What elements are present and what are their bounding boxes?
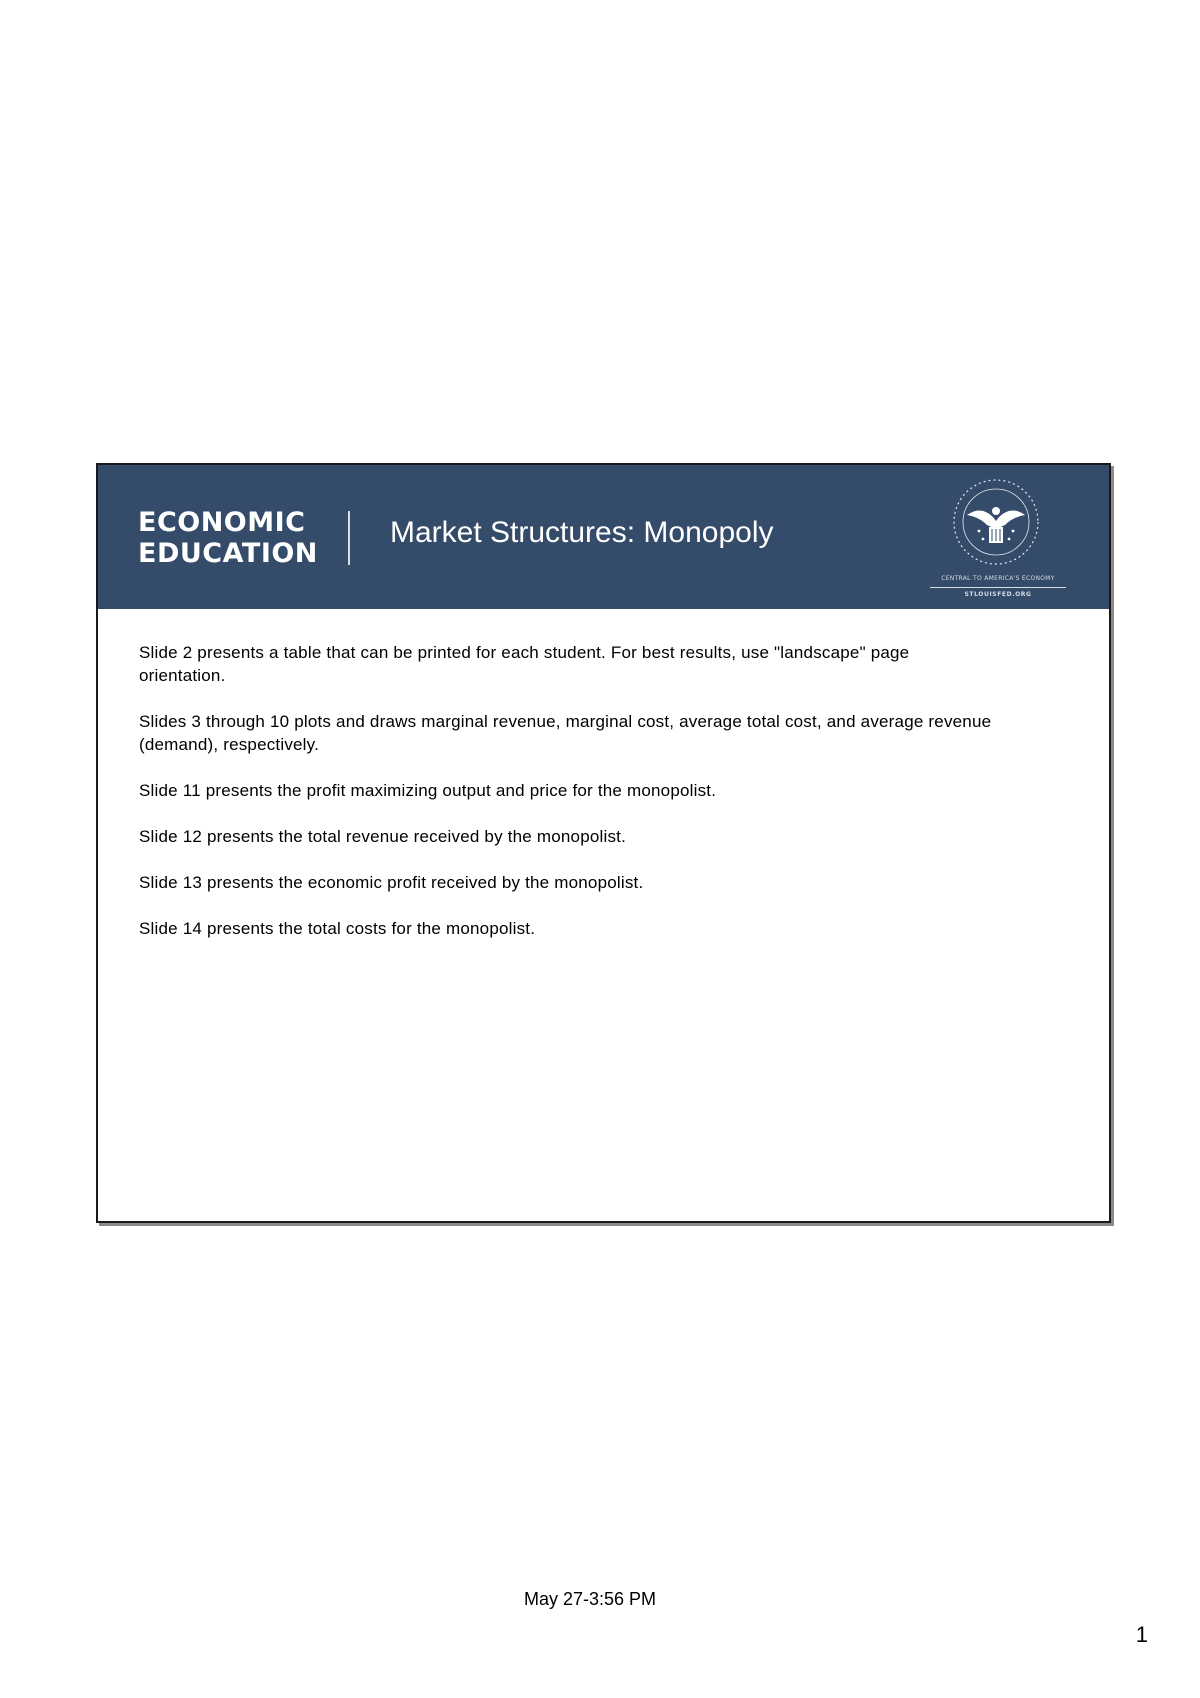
brand-line-1: ECONOMIC (138, 507, 306, 538)
note-slide-11: Slide 11 presents the profit maximizing output and price for the monopolist. (139, 781, 717, 800)
note-slide-14: Slide 14 presents the total costs for the monopolist. (139, 919, 536, 938)
federal-reserve-seal-icon (951, 477, 1041, 567)
slide-title: Market Structures: Monopoly (390, 516, 774, 549)
seal-tagline: CENTRAL TO AMERICA'S ECONOMY (941, 575, 1055, 582)
note-slide-13: Slide 13 presents the economic profit received by the monopolist. (139, 873, 644, 892)
slide-frame (96, 463, 1111, 1223)
note-slide-12: Slide 12 presents the total revenue received by the monopolist. (139, 827, 626, 846)
note-slide-2: Slide 2 presents a table that can be printed for each student. For best results, use "landscape" page orientation. (139, 643, 910, 685)
seal-url: STLOUISFED.ORG (964, 591, 1032, 598)
slide-notes (139, 641, 999, 963)
banner-divider (348, 511, 350, 565)
slide-banner (98, 465, 1109, 609)
seal-rule (930, 587, 1066, 588)
brand-line-2: EDUCATION (138, 538, 318, 569)
footer-timestamp: May 27-3:56 PM (523, 1589, 657, 1609)
page-number: 1 (1135, 1622, 1148, 1647)
note-slides-3-10: Slides 3 through 10 plots and draws marginal revenue, marginal cost, average total cost, and average revenue (demand), respectively. (139, 712, 992, 754)
economic-education-logo (138, 507, 318, 569)
